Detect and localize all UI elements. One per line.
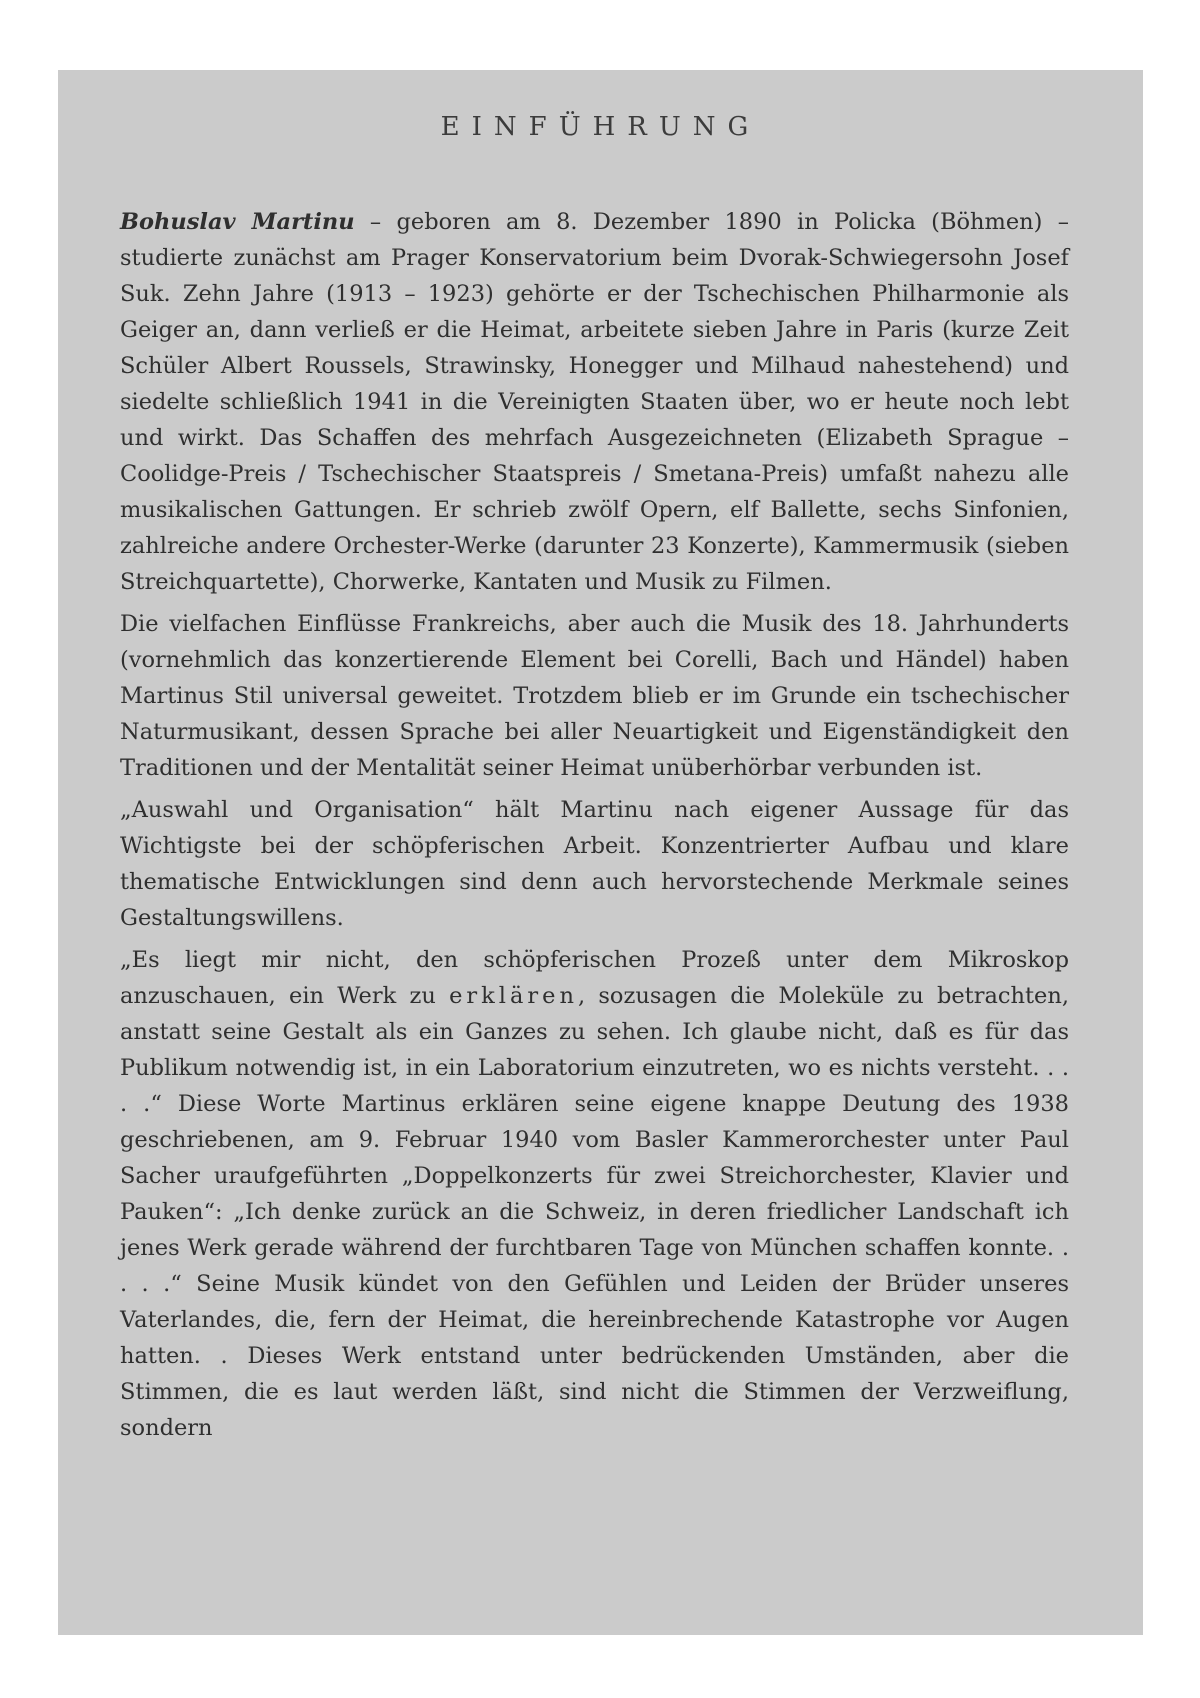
paragraph-quote: [120, 942, 1069, 1446]
spaced-emphasis: erklären: [449, 983, 578, 1009]
document-body: [120, 204, 1069, 1452]
page-title: EINFÜHRUNG: [440, 112, 761, 142]
paragraph-influences: [120, 606, 1069, 786]
paragraph-text: „Es liegt mir nicht, den schöpferischen Prozeß unter dem Mikroskop anzuschauen, ein Werk zu: [120, 947, 1069, 1009]
paragraph-text: Die vielfachen Einflüsse Frankreichs, aber auch die Musik des 18. Jahrhunderts (vornehmlich das konzertierende Element bei Corelli, Bach und Händel) haben Martinus Stil universal geweitet. Trotzdem blieb er im Grunde ein tschechischer Naturmusikant, dessen Sprache bei aller Neuartigkeit und Eigenständigkeit den Traditionen und der Mentalität seiner Heimat unüberhörbar verbunden ist.: [120, 611, 1069, 781]
paragraph-text: – geboren am 8. Dezember 1890 in Policka (Böhmen) – studierte zunächst am Prager Konservatorium beim Dvorak-Schwiegersohn Josef Suk. Zehn Jahre (1913 – 1923) gehörte er der Tschechischen Philharmonie als Geiger an, dann verließ er die Heimat, arbeitete sieben Jahre in Paris (kurze Zeit Schüler Albert Roussels, Strawinsky, Honegger und Milhaud nahestehend) und siedelte schließlich 1941 in die Vereinigten Staaten über, wo er heute noch lebt und wirkt. Das Schaffen des mehrfach Ausgezeichneten (Elizabeth Sprague – Coolidge-Preis / Tschechischer Staatspreis / Smetana-Preis) umfaßt nahezu alle musikalischen Gattungen. Er schrieb zwölf Opern, elf Ballette, sechs Sinfonien, zahlreiche andere Orchester-Werke (darunter 23 Konzerte), Kammermusik (sieben Streichquartette), Chorwerke, Kantaten und Musik zu Filmen.: [120, 209, 1069, 595]
paragraph-text: „Auswahl und Organisation“ hält Martinu nach eigener Aussage für das Wichtigste bei der schöpferischen Arbeit. Konzentrierter Aufbau und klare thematische Entwicklungen sind denn auch hervorstechende Merkmale seines Gestaltungswillens.: [120, 797, 1069, 931]
paragraph-biography: [120, 204, 1069, 600]
paragraph-organisation: [120, 792, 1069, 936]
author-name: Bohuslav Martinu: [120, 209, 355, 235]
document-page: [58, 70, 1143, 1635]
paragraph-text: , sozusagen die Moleküle zu betrachten, anstatt seine Gestalt als ein Ganzes zu sehen. Ich glaube nicht, daß es für das Publikum notwendig ist, in ein Laboratorium einzutreten, wo es nichts versteht. . . . .“ Diese Worte Martinus erklären seine eigene knappe Deutung des 1938 geschriebenen, am 9. Februar 1940 vom Basler Kammerorchester unter Paul Sacher uraufgeführten „Doppelkonzerts für zwei Streichorchester, Klavier und Pauken“: „Ich denke zurück an die Schweiz, in deren friedlicher Landschaft ich jenes Werk gerade während der furchtbaren Tage von München schaffen konnte. . . . .“ Seine Musik kündet von den Gefühlen und Leiden der Brüder unseres Vaterlandes, die, fern der Heimat, die hereinbrechende Katastrophe vor Augen hatten. . Dieses Werk entstand unter bedrückenden Umständen, aber die Stimmen, die es laut werden läßt, sind nicht die Stimmen der Verzweiflung, sondern: [120, 983, 1069, 1441]
